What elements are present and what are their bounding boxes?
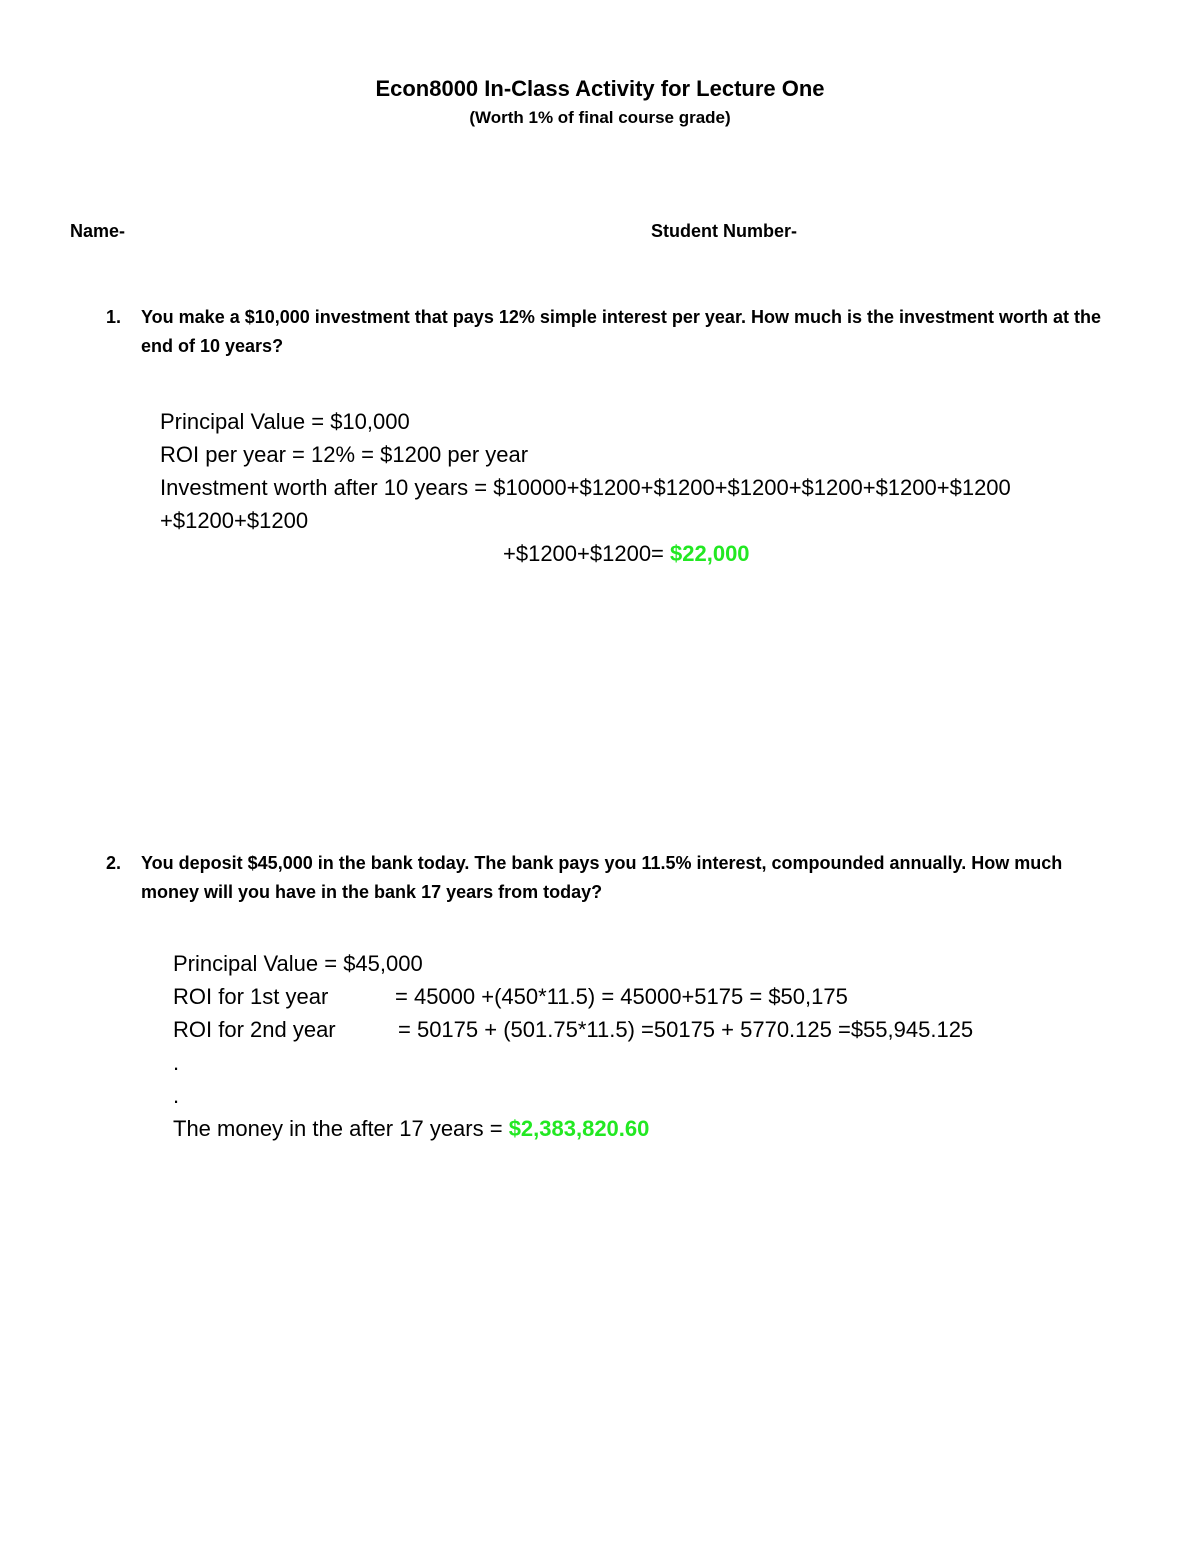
q1-work-line-2: ROI per year = 12% = $1200 per year: [160, 442, 529, 467]
page-title: Econ8000 In-Class Activity for Lecture One: [375, 76, 825, 101]
q2-final-text: The money in the after 17 years =: [173, 1116, 509, 1141]
q2-work-line-1: Principal Value = $45,000: [173, 951, 423, 976]
question-1-text: You make a $10,000 investment that pays 12% simple interest per year. How much is the investment worth at the end of 10 years?: [141, 307, 1102, 356]
name-label: Name-: [70, 221, 126, 241]
q2-ellipsis-dot-2: .: [173, 1083, 180, 1108]
q2-work-line-3-calc: = 50175 + (501.75*11.5) =50175 + 5770.125 =$55,945.125: [398, 1017, 974, 1042]
question-1-number: 1.: [106, 307, 122, 327]
q1-work-line-5: [503, 537, 750, 570]
q2-work-line-2-label: ROI for 1st year: [173, 984, 329, 1009]
q2-work-line-3-label: ROI for 2nd year: [173, 1017, 336, 1042]
q2-ellipsis-dot-1: .: [173, 1050, 180, 1075]
question-2-number: 2.: [106, 853, 122, 873]
q2-work-line-2-calc: = 45000 +(450*11.5) = 45000+5175 = $50,175: [395, 984, 848, 1009]
q2-answer: $2,383,820.60: [508, 1116, 650, 1141]
question-2-text: You deposit $45,000 in the bank today. The bank pays you 11.5% interest, compounded annually. How much money will you have in the bank 17 years from today?: [141, 853, 1063, 902]
q1-work-line-5-text: +$1200+$1200=: [503, 541, 671, 566]
q1-work-line-3: Investment worth after 10 years = $10000+$1200+$1200+$1200+$1200+$1200+$1200: [160, 475, 1011, 500]
q2-final-line: [173, 1112, 649, 1145]
q1-work-line-1: Principal Value = $10,000: [160, 409, 410, 434]
page-subtitle: (Worth 1% of final course grade): [469, 108, 731, 127]
q1-answer: $22,000: [670, 541, 750, 566]
q1-work-line-4: +$1200+$1200: [160, 508, 309, 533]
student-number-label: Student Number-: [651, 221, 797, 241]
